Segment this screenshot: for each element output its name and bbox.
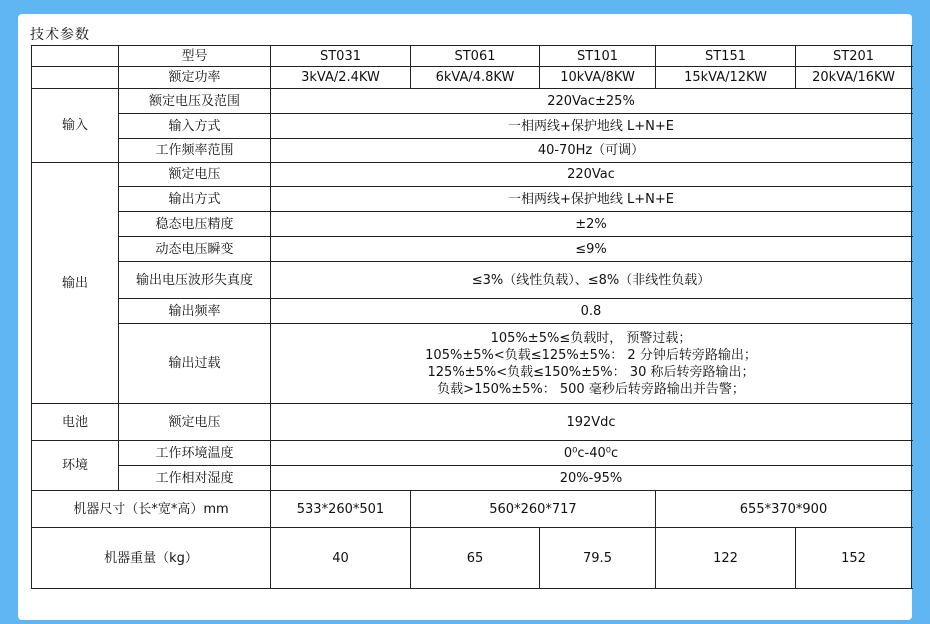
row-label: 工作频率范围 — [119, 139, 271, 163]
row-label: 额定电压 — [119, 163, 271, 187]
weight-value: 122 — [656, 528, 796, 589]
rated-power-value: 3kVA/2.4KW — [271, 67, 411, 89]
row-label: 工作相对湿度 — [119, 466, 271, 491]
dimensions-value: 655*370*900 — [656, 491, 912, 528]
row-value: 220Vac — [271, 163, 912, 187]
output-group-label: 输出 — [32, 163, 119, 404]
humidity-row — [32, 466, 912, 491]
overload-row — [32, 324, 912, 404]
row-label: 输出电压波形失真度 — [119, 262, 271, 299]
model-st201: ST201 — [796, 46, 912, 67]
spec-table — [31, 45, 912, 589]
dimensions-label: 机器尺寸（长*宽*高）mm — [32, 491, 271, 528]
blank-cell — [32, 46, 119, 67]
dimensions-value: 533*260*501 — [271, 491, 411, 528]
row-label: 输入方式 — [119, 114, 271, 139]
row-label: 输出过载 — [119, 324, 271, 404]
dimensions-row — [32, 491, 912, 528]
overload-line: 125%±5%<负载≤150%±5%： 30 称后转旁路输出； — [427, 364, 755, 380]
input-frequency-row — [32, 139, 912, 163]
blank-cell — [32, 67, 119, 89]
row-value: 0.8 — [271, 299, 912, 324]
rated-power-label: 额定功率 — [119, 67, 271, 89]
row-value: 一相两线+保护地线 L+N+E — [271, 114, 912, 139]
rated-power-value: 6kVA/4.8KW — [411, 67, 540, 89]
spec-card — [18, 14, 912, 620]
input-group-label: 输入 — [32, 89, 119, 163]
row-label: 动态电压瞬变 — [119, 237, 271, 262]
output-mode-row — [32, 187, 912, 212]
model-st031: ST031 — [271, 46, 411, 67]
row-label: 输出频率 — [119, 299, 271, 324]
environment-group-label: 环境 — [32, 441, 119, 491]
row-value: ±2% — [271, 212, 912, 237]
row-label: 稳态电压精度 — [119, 212, 271, 237]
rated-power-value: 15kVA/12KW — [656, 67, 796, 89]
weight-value: 40 — [271, 528, 411, 589]
section-heading: 技术参数 — [30, 27, 90, 43]
weight-value: 65 — [411, 528, 540, 589]
weight-value: 152 — [796, 528, 912, 589]
dimensions-value: 560*260*717 — [411, 491, 656, 528]
row-value: 192Vdc — [271, 404, 912, 441]
input-voltage-row — [32, 89, 912, 114]
temperature-row — [32, 441, 912, 466]
weight-row — [32, 528, 912, 589]
steady-accuracy-row — [32, 212, 912, 237]
overload-line: 负载>150%±5%： 500 毫秒后转旁路输出并告警； — [437, 381, 745, 397]
battery-row — [32, 404, 912, 441]
row-value: 220Vac±25% — [271, 89, 912, 114]
input-mode-row — [32, 114, 912, 139]
row-label: 工作环境温度 — [119, 441, 271, 466]
rated-power-value: 10kVA/8KW — [540, 67, 656, 89]
model-label: 型号 — [119, 46, 271, 67]
dynamic-transient-row — [32, 237, 912, 262]
row-value: 0⁰c-40⁰c — [271, 441, 912, 466]
row-value: ≤9% — [271, 237, 912, 262]
row-value: 40-70Hz（可调） — [271, 139, 912, 163]
row-value: 20%-95% — [271, 466, 912, 491]
row-value: 一相两线+保护地线 L+N+E — [271, 187, 912, 212]
model-st101: ST101 — [540, 46, 656, 67]
rated-power-row — [32, 67, 912, 89]
overload-line: 105%±5%<负载≤125%±5%： 2 分钟后转旁路输出； — [425, 347, 757, 363]
battery-group-label: 电池 — [32, 404, 119, 441]
overload-text — [271, 324, 912, 404]
overload-line: 105%±5%≤负载时， 预警过载； — [490, 330, 692, 346]
output-frequency-row — [32, 299, 912, 324]
row-label: 输出方式 — [119, 187, 271, 212]
model-st061: ST061 — [411, 46, 540, 67]
waveform-distortion-row — [32, 262, 912, 299]
model-row — [32, 46, 912, 67]
model-st151: ST151 — [656, 46, 796, 67]
row-label: 额定电压及范围 — [119, 89, 271, 114]
row-value: ≤3%（线性负载）、≤8%（非线性负载） — [271, 262, 912, 299]
rated-power-value: 20kVA/16KW — [796, 67, 912, 89]
weight-label: 机器重量（kg） — [32, 528, 271, 589]
row-label: 额定电压 — [119, 404, 271, 441]
weight-value: 79.5 — [540, 528, 656, 589]
output-voltage-row — [32, 163, 912, 187]
